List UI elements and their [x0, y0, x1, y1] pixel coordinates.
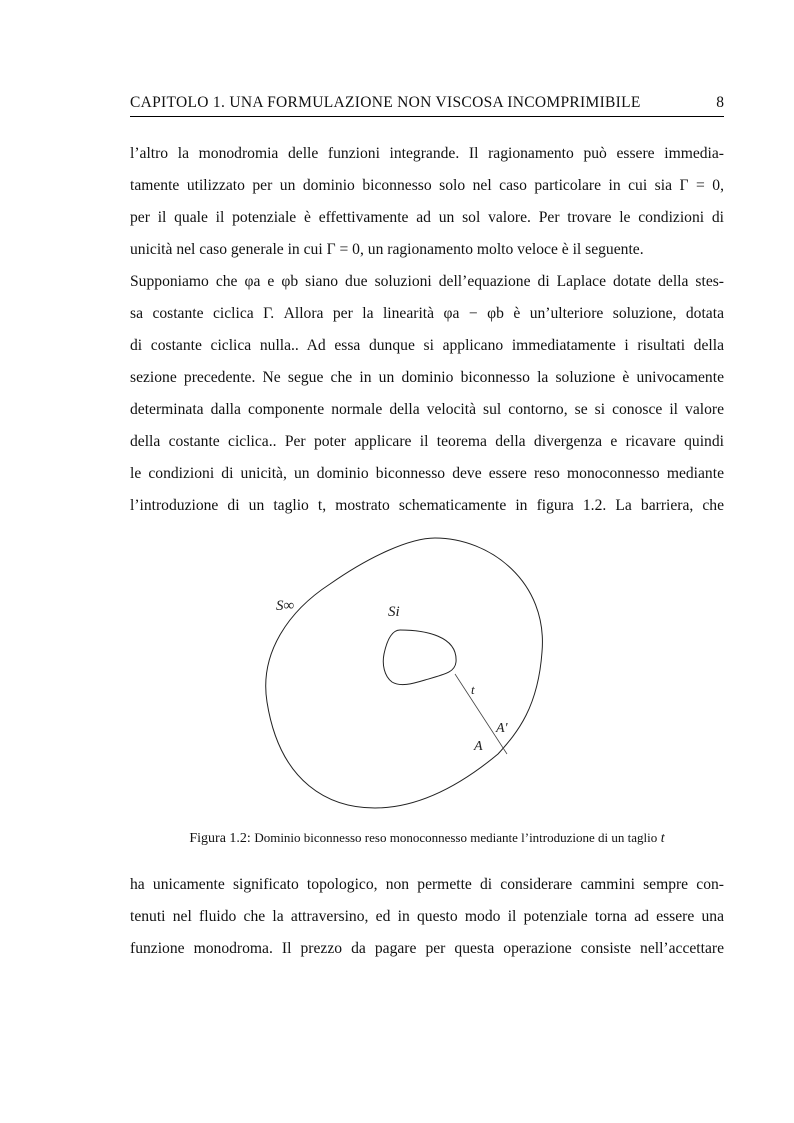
- text-line: tamente utilizzato per un dominio biconnesso solo nel caso particolare in cui sia Γ = 0,: [130, 177, 724, 194]
- text-line: l’altro la monodromia delle funzioni integrande. Il ragionamento può essere immedia-: [130, 145, 724, 162]
- text-line: ha unicamente significato topologico, non permette di considerare cammini sempre con-: [130, 876, 724, 893]
- text-line: determinata dalla componente normale della velocità sul contorno, se si conosce il valore: [130, 401, 724, 418]
- text-line: per il quale il potenziale è effettivamente ad un sol valore. Per trovare le condizioni di: [130, 209, 724, 226]
- label-inner-boundary: Si: [388, 604, 400, 620]
- caption-text: Dominio biconnesso reso monoconnesso mediante l’introduzione di un taglio: [254, 830, 658, 845]
- label-cut-t: t: [471, 682, 475, 697]
- paragraph-2: [130, 869, 724, 965]
- figure-caption: [130, 830, 724, 847]
- text-line: le condizioni di unicità, un dominio biconnesso deve essere reso monoconnesso mediante: [130, 465, 724, 482]
- figure-biconnected-domain: [250, 532, 550, 817]
- paragraph-1: [130, 138, 724, 522]
- caption-variable: t: [660, 831, 665, 846]
- label-point-a-prime: A': [496, 721, 508, 736]
- inner-boundary: [383, 630, 456, 685]
- text-line: sa costante ciclica Γ. Allora per la linearità φa − φb è un’ulteriore soluzione, dotata: [130, 305, 724, 322]
- outer-boundary: [266, 538, 543, 808]
- label-point-a: A: [474, 739, 483, 754]
- text-line: funzione monodroma. Il prezzo da pagare per questa operazione consiste nell’accettare: [130, 940, 724, 957]
- text-line: della costante ciclica.. Per poter applicare il teorema della divergenza e ricavare quindi: [130, 433, 724, 450]
- caption-prefix: Figura 1.2:: [189, 831, 251, 846]
- chapter-title: CAPITOLO 1. UNA FORMULAZIONE NON VISCOSA INCOMPRIMIBILE: [130, 94, 641, 111]
- running-header: [130, 94, 724, 117]
- domain-diagram: [250, 532, 550, 817]
- text-line: di costante ciclica nulla.. Ad essa dunque si applicano immediatamente i risultati della: [130, 337, 724, 354]
- page-number: 8: [716, 94, 724, 111]
- text-line: tenuti nel fluido che la attraversino, ed in questo modo il potenziale torna ad essere una: [130, 908, 724, 925]
- text-line: sezione precedente. Ne segue che in un dominio biconnesso la soluzione è univocamente: [130, 369, 724, 386]
- text-line: l’introduzione di un taglio t, mostrato schematicamente in figura 1.2. La barriera, che: [130, 497, 724, 514]
- text-line: Supponiamo che φa e φb siano due soluzioni dell’equazione di Laplace dotate della stes-: [130, 273, 724, 290]
- label-outer-boundary: S∞: [276, 598, 295, 614]
- text-line: unicità nel caso generale in cui Γ = 0, un ragionamento molto veloce è il seguente.: [130, 241, 644, 258]
